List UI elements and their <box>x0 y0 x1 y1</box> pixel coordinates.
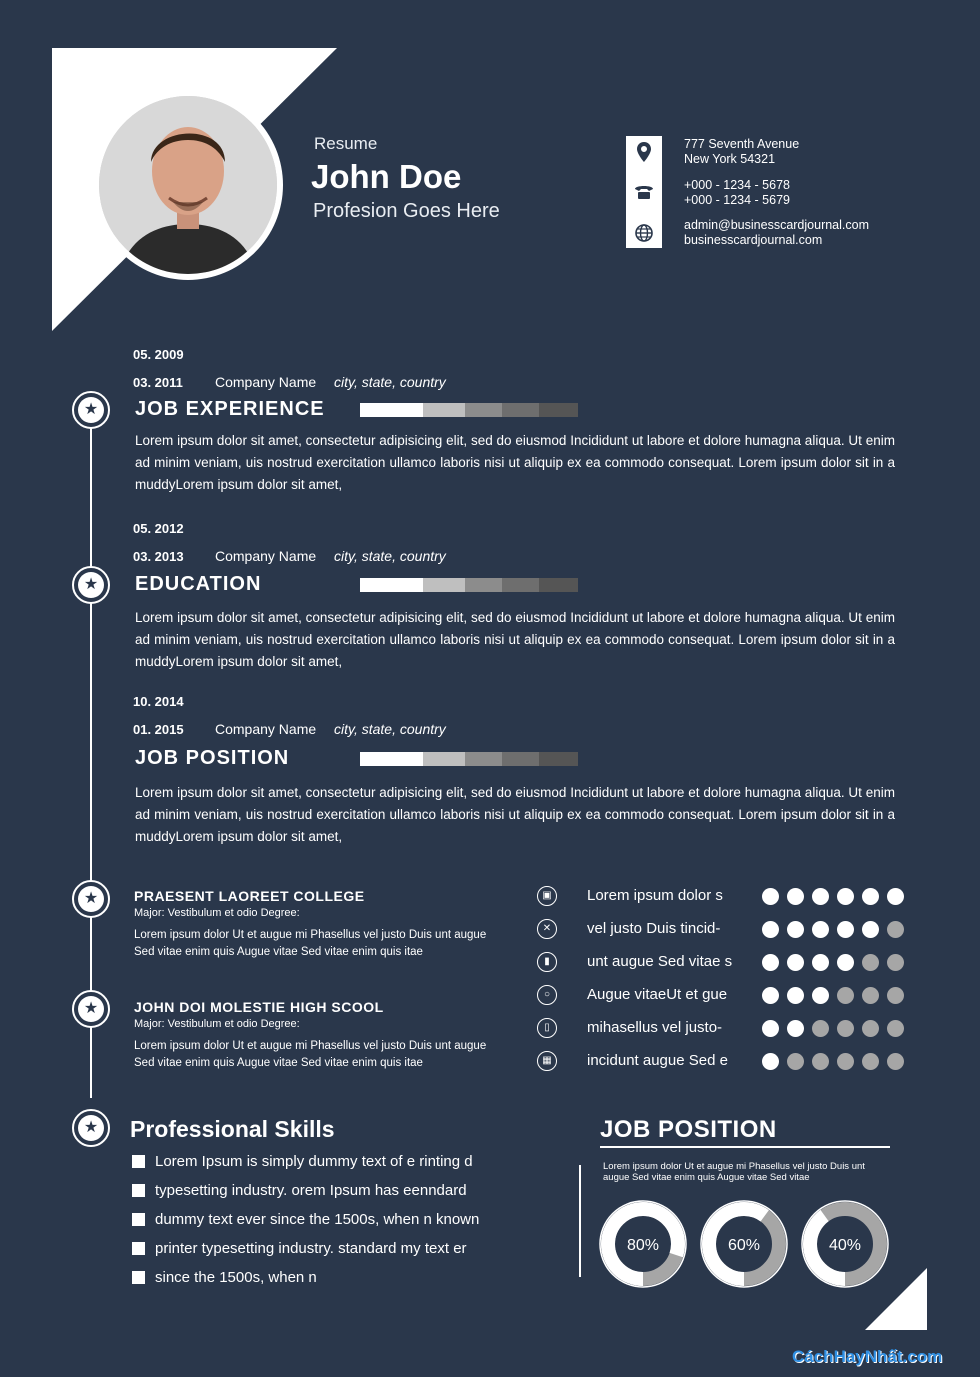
rating-dot-empty <box>887 1053 904 1070</box>
lifebuoy-icon: ✕ <box>537 919 557 939</box>
star-icon: ★ <box>78 996 104 1022</box>
gift-icon: ▣ <box>537 886 557 906</box>
square-bullet-icon <box>132 1213 145 1226</box>
skill-list-text: printer typesetting industry. standard my text er <box>155 1240 467 1257</box>
professional-skills-title: Professional Skills <box>130 1116 335 1142</box>
college-description: Lorem ipsum dolor Ut et augue mi Phasellus vel justo Duis unt augue Sed vitae enim quis Augue vitae Sed vitae enim quis itae <box>134 929 487 958</box>
rating-dot-filled <box>837 954 854 971</box>
job-position-underline <box>600 1146 890 1148</box>
rating-dot-empty <box>787 1053 804 1070</box>
rating-dot-empty <box>862 1020 879 1037</box>
rating-dot-filled <box>762 888 779 905</box>
job-position-title: JOB POSITION <box>600 1116 777 1143</box>
telephone-icon <box>626 184 662 205</box>
date-from: 10. 2014 <box>133 694 184 709</box>
rating-dot-empty <box>887 1020 904 1037</box>
globe-icon <box>626 224 662 247</box>
rating-dot-filled <box>787 987 804 1004</box>
email-link[interactable]: admin@businesscardjournal.com <box>684 218 869 232</box>
company-location: city, state, country <box>334 548 446 564</box>
progress-bar <box>360 578 578 592</box>
rating-dot-empty <box>812 1020 829 1037</box>
skill-rating-label: Lorem ipsum dolor s <box>587 887 723 904</box>
square-bullet-icon <box>132 1242 145 1255</box>
company-name: Company Name <box>215 721 317 737</box>
rating-dot-empty <box>837 1020 854 1037</box>
donut-label: 60% <box>727 1237 761 1254</box>
rating-dot-filled <box>887 888 904 905</box>
progress-bar <box>360 752 578 766</box>
skill-rating-label: incidunt augue Sed e <box>587 1052 728 1069</box>
rating-dot-filled <box>837 888 854 905</box>
rating-dot-empty <box>812 1053 829 1070</box>
date-to: 03. 2011 <box>133 375 183 390</box>
rating-dot-filled <box>787 888 804 905</box>
rating-dot-empty <box>887 954 904 971</box>
job-position-vertical-line <box>579 1165 581 1277</box>
profile-photo <box>93 90 283 280</box>
timeline-star <box>72 990 110 1028</box>
progress-bar <box>360 403 578 417</box>
rating-dot-filled <box>762 987 779 1004</box>
college-name: PRAESENT LAOREET COLLEGE <box>134 888 365 904</box>
rating-dot-filled <box>787 1020 804 1037</box>
rating-dot-filled <box>862 888 879 905</box>
rating-dot-empty <box>887 921 904 938</box>
company-location: city, state, country <box>334 721 446 737</box>
rating-dot-filled <box>762 954 779 971</box>
date-to: 03. 2013 <box>133 549 184 564</box>
rating-dot-filled <box>762 1053 779 1070</box>
rating-dot-filled <box>812 888 829 905</box>
donut-chart <box>699 1199 789 1289</box>
section-description: Lorem ipsum dolor sit amet, consectetur adipisicing elit, sed do eiusmod Incididunt ut labore et dolore humagna aliqua. Ut enim ad minim veniam, uis nostrud exercitation ullamco laboris nisi ut aliquip ex ea commodo consequat. Lorem ipsum dolor sit in a muddyLorem ipsum dolor sit amet, <box>135 785 895 844</box>
star-icon: ★ <box>78 572 104 598</box>
contact-phones <box>684 178 790 208</box>
timeline-star <box>72 391 110 429</box>
college-name: JOHN DOI MOLESTIE HIGH SCOOL <box>134 999 384 1015</box>
skill-list-item <box>132 1211 497 1228</box>
person-name: John Doe <box>311 158 462 195</box>
timeline-star <box>72 1109 110 1147</box>
job-position-text: Lorem ipsum dolor Ut et augue mi Phasellus vel justo Duis unt augue Sed vitae enim quis Augue vitae Sed vitae <box>603 1161 865 1183</box>
phone-1: +000 - 1234 - 5678 <box>684 178 790 192</box>
lightbulb-icon: ○ <box>537 985 557 1005</box>
skill-rating-dots <box>762 888 904 905</box>
skill-rating-dots <box>762 954 904 971</box>
bookmark-icon: ▮ <box>537 952 557 972</box>
section-title: EDUCATION <box>135 573 262 595</box>
map-pin-icon <box>626 142 662 167</box>
star-icon: ★ <box>78 886 104 912</box>
skill-rating-label: mihasellus vel justo- <box>587 1019 723 1036</box>
section-description: Lorem ipsum dolor sit amet, consectetur adipisicing elit, sed do eiusmod Incididunt ut labore et dolore humagna aliqua. Ut enim ad minim veniam, uis nostrud exercitation ullamco laboris nisi ut aliquip ex ea commodo consequat. Lorem ipsum dolor sit in a muddyLorem ipsum dolor sit amet, <box>135 610 895 669</box>
date-to: 01. 2015 <box>133 722 184 737</box>
skill-list-item <box>132 1240 497 1257</box>
date-from: 05. 2012 <box>133 521 184 536</box>
rating-dot-filled <box>812 987 829 1004</box>
contact-address <box>684 137 799 167</box>
rating-dot-filled <box>862 921 879 938</box>
skill-rating-dots <box>762 987 904 1004</box>
contact-icon-bar <box>626 136 662 248</box>
skill-rating-dots <box>762 921 904 938</box>
section-title: JOB EXPERIENCE <box>135 398 325 420</box>
skill-list-item <box>132 1153 497 1170</box>
skill-list-text: Lorem Ipsum is simply dummy text of e rinting d <box>155 1153 473 1170</box>
skill-list-item <box>132 1182 497 1199</box>
address-line-2: New York 54321 <box>684 152 776 166</box>
watermark-logo: CáchHayNhất.com <box>792 1347 943 1366</box>
college-description: Lorem ipsum dolor Ut et augue mi Phasellus vel justo Duis unt augue Sed vitae enim quis Augue vitae Sed vitae enim quis itae <box>134 1040 487 1069</box>
rating-dot-empty <box>837 987 854 1004</box>
skill-rating-label: unt augue Sed vitae s <box>587 953 733 970</box>
company-name: Company Name <box>215 548 317 564</box>
skill-list-text: typesetting industry. orem Ipsum has eenndard <box>155 1182 467 1199</box>
timeline-star <box>72 880 110 918</box>
rating-dot-filled <box>787 954 804 971</box>
rating-dot-empty <box>862 987 879 1004</box>
donut-label: 80% <box>626 1237 660 1254</box>
skill-list-text: since the 1500s, when n <box>155 1269 317 1286</box>
rating-dot-filled <box>812 954 829 971</box>
person-portrait-icon <box>99 96 277 274</box>
square-bullet-icon <box>132 1184 145 1197</box>
rating-dot-empty <box>862 1053 879 1070</box>
website-link[interactable]: businesscardjournal.com <box>684 233 823 247</box>
tablet-icon: ▯ <box>537 1018 557 1038</box>
phone-2: +000 - 1234 - 5679 <box>684 193 790 207</box>
college-major: Major: Vestibulum et odio Degree: <box>134 907 300 919</box>
company-location: city, state, country <box>334 374 446 390</box>
rating-dot-filled <box>762 1020 779 1037</box>
square-bullet-icon <box>132 1155 145 1168</box>
star-icon: ★ <box>78 1115 104 1141</box>
rating-dot-filled <box>812 921 829 938</box>
donut-chart <box>598 1199 688 1289</box>
rating-dot-filled <box>787 921 804 938</box>
square-bullet-icon <box>132 1271 145 1284</box>
rating-dot-filled <box>762 921 779 938</box>
star-icon: ★ <box>78 397 104 423</box>
timeline-star <box>72 566 110 604</box>
building-icon: ▦ <box>537 1051 557 1071</box>
skill-rating-dots <box>762 1020 904 1037</box>
company-name: Company Name <box>215 374 317 390</box>
rating-dot-empty <box>887 987 904 1004</box>
rating-dot-empty <box>862 954 879 971</box>
college-major: Major: Vestibulum et odio Degree: <box>134 1018 300 1030</box>
corner-triangle-decoration <box>865 1268 927 1330</box>
resume-label: Resume <box>314 134 378 153</box>
donut-label: 40% <box>828 1237 862 1254</box>
rating-dot-empty <box>837 1053 854 1070</box>
rating-dot-filled <box>837 921 854 938</box>
section-title: JOB POSITION <box>135 747 290 769</box>
skill-list-item <box>132 1269 497 1286</box>
skill-rating-label: Augue vitaeUt et gue <box>587 986 728 1003</box>
date-from: 05. 2009 <box>133 347 184 362</box>
skill-list-text: dummy text ever since the 1500s, when n known <box>155 1211 480 1228</box>
address-line-1: 777 Seventh Avenue <box>684 137 800 151</box>
contact-web <box>684 218 869 248</box>
skill-rating-dots <box>762 1053 904 1070</box>
skill-rating-label: vel justo Duis tincid- <box>587 920 721 937</box>
section-description: Lorem ipsum dolor sit amet, consectetur adipisicing elit, sed do eiusmod Incididunt ut labore et dolore humagna aliqua. Ut enim ad minim veniam, uis nostrud exercitation ullamco laboris nisi ut aliquip ex ea commodo consequat. Lorem ipsum dolor sit in a muddyLorem ipsum dolor sit amet, <box>135 433 895 492</box>
profession: Profesion Goes Here <box>313 200 500 222</box>
